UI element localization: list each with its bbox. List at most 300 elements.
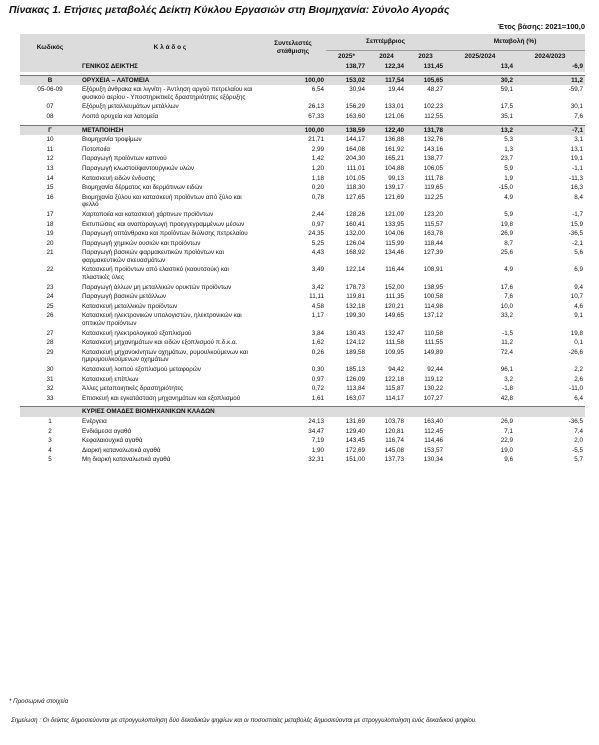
row-change-2024-2023: 6,4 — [574, 394, 584, 402]
row-weight: 1,90 — [311, 446, 324, 454]
row-value-2023: 48,27 — [427, 86, 444, 94]
table-row — [20, 154, 585, 164]
row-change-2025-2024: -15,0 — [498, 184, 514, 192]
row-branch: Διαρκή καταναλωτικά αγαθά — [82, 446, 161, 454]
row-weight: 34,47 — [308, 427, 324, 435]
row-value-2024: 121,69 — [384, 193, 404, 201]
row-branch: Παραγωγή άλλων μη μεταλλικών ορυκτών προϊόντων — [82, 283, 232, 291]
row-value-2025: 185,13 — [345, 366, 365, 373]
row-change-2024-2023: 2,2 — [574, 366, 584, 373]
row-branch: Ενδιάμεσα αγαθά — [82, 427, 132, 435]
row-value-2025: 204,30 — [345, 155, 365, 163]
row-value-2024: 139,17 — [384, 184, 404, 192]
table-row — [20, 283, 585, 293]
row-value-2025 — [326, 407, 367, 417]
row-weight: 21,71 — [308, 136, 324, 144]
row-change-2025-2024: 13,4 — [445, 62, 515, 72]
row-weight: 26,13 — [308, 103, 324, 111]
row-branch: Άλλες μεταποιητικές δραστηριότητες — [82, 385, 184, 393]
row-value-2023: 131,78 — [406, 125, 445, 135]
row-change-2025-2024: 25,6 — [500, 249, 514, 257]
row-value-2024: 104,06 — [384, 230, 404, 238]
row-value-2025: 130,43 — [345, 329, 365, 337]
row-code: 23 — [46, 283, 54, 291]
row-value-2023: 112,45 — [424, 427, 444, 435]
row-code: 24 — [46, 293, 54, 301]
row-weight — [260, 62, 326, 72]
row-change-2025-2024: 1,9 — [504, 174, 514, 182]
row-value-2025: 124,12 — [345, 339, 365, 347]
row-branch: Κατασκευή προϊόντων από ελαστικό (καουτσούκ) και πλαστικές ύλες — [82, 266, 229, 282]
row-code: 27 — [46, 329, 54, 337]
row-value-2025: 199,30 — [345, 312, 365, 320]
row-value-2024: 115,87 — [385, 385, 404, 393]
row-code: 26 — [46, 312, 54, 320]
row-change-2025-2024: 59,1 — [500, 86, 514, 94]
table-row — [20, 365, 585, 375]
row-weight: 100,00 — [260, 125, 326, 135]
row-change-2024-2023: 7,6 — [574, 112, 584, 120]
row-change-2025-2024: 96,1 — [500, 366, 514, 373]
row-value-2024: 145,08 — [384, 446, 404, 454]
row-value-2025: 129,40 — [345, 427, 365, 435]
row-change-2024-2023: -2,1 — [572, 239, 584, 247]
row-value-2025: 118,30 — [346, 184, 365, 192]
row-value-2025: 144,17 — [345, 136, 365, 144]
table-row — [20, 292, 585, 302]
table-row — [20, 348, 585, 365]
row-change-2025-2024: 19,8 — [500, 220, 514, 228]
row-change-2025-2024: -1,8 — [502, 385, 514, 393]
row-change-2025-2024: 35,1 — [500, 112, 514, 120]
row-value-2023: 119,65 — [424, 184, 444, 192]
table-row — [20, 193, 585, 210]
row-value-2023: 100,58 — [423, 293, 444, 301]
row-value-2025: 126,09 — [345, 375, 365, 383]
row-change-2025-2024: 13,2 — [445, 125, 515, 135]
row-value-2024: 19,44 — [388, 86, 404, 94]
row-change-2024-2023: 16,3 — [570, 184, 584, 192]
row-value-2024: 111,58 — [385, 339, 404, 347]
row-code: 05-06-09 — [37, 86, 63, 94]
table-row — [20, 394, 585, 404]
header-september: Σεπτέμβριος — [326, 34, 445, 51]
row-value-2024: 133,95 — [384, 220, 404, 228]
row-value-2025: 30,94 — [349, 86, 365, 94]
turnover-index-table — [20, 34, 585, 465]
row-value-2023 — [406, 407, 445, 417]
row-value-2023: 119,12 — [424, 375, 444, 383]
row-branch: ΚΥΡΙΕΣ ΟΜΑΔΕΣ ΒΙΟΜΗΧΑΝΙΚΩΝ ΚΛΑΔΩΝ — [80, 407, 260, 417]
row-branch: Κατασκευή μηχανοκίνητων οχημάτων, ρυμουλκούμενων και ημιρυμουλκούμενων οχημάτων — [82, 348, 248, 364]
table-row — [20, 302, 585, 312]
row-change-2024-2023: 4,6 — [574, 302, 584, 310]
table-body — [20, 62, 585, 465]
row-change-2025-2024: 7,1 — [504, 427, 514, 435]
footnote: Σημείωση : Οι δείκτες δημοσιεύονται με στρογγυλοποίηση δύο δεκαδικών ψηφίων και οι ποσοστιαίες μεταβολές δημοσιεύονται με στρογγυλοποίηση ενός δεκαδικού ψηφίου. — [11, 717, 477, 724]
row-change-2024-2023 — [515, 407, 585, 417]
row-branch: Μη διαρκή καταναλωτικά αγαθά — [82, 456, 171, 464]
row-branch: Εκτυπώσεις και αναπαραγωγή προεγγεγραμμένων μέσων — [82, 220, 245, 228]
row-branch: Βιομηχανία δέρματος και δερμάτινων ειδών — [82, 184, 203, 192]
row-weight: 3,49 — [311, 266, 324, 274]
row-code: 11 — [46, 145, 54, 153]
row-weight: 4,43 — [311, 249, 324, 257]
row-branch: Κατασκευή ηλεκτρονικών υπολογιστών, ηλεκτρονικών και οπτικών προϊόντων — [82, 312, 242, 328]
header-code: Κωδικός — [20, 34, 80, 62]
row-branch: Παραγωγή οπτάνθρακα και προϊόντων διύλισης πετρελαίου — [82, 230, 248, 238]
row-value-2025: 160,41 — [345, 220, 365, 228]
table-row — [20, 407, 585, 417]
header-branch: Κ λ ά δ ο ς — [80, 34, 260, 62]
row-branch: Παραγωγή προϊόντων καπνού — [82, 155, 167, 163]
row-value-2025: 153,02 — [326, 75, 367, 85]
row-change-2024-2023: 6,9 — [574, 266, 584, 274]
row-change-2025-2024: 33,2 — [500, 312, 514, 320]
row-weight: 7,19 — [311, 437, 324, 445]
row-value-2025: 111,01 — [346, 164, 365, 172]
row-change-2024-2023: -7,1 — [515, 125, 585, 135]
row-code: 29 — [46, 348, 54, 356]
row-value-2025: 163,60 — [345, 112, 365, 120]
row-weight: 0,30 — [311, 366, 324, 373]
row-weight: 2,99 — [311, 145, 324, 153]
row-value-2025: 143,45 — [345, 437, 365, 445]
header-change-2025-2024: 2025/2024 — [445, 51, 515, 63]
row-branch: Κατασκευή μεταλλικών προϊόντων — [82, 302, 178, 310]
row-change-2024-2023: 7,4 — [574, 427, 584, 435]
row-weight: 100,00 — [260, 75, 326, 85]
row-code: Β — [20, 75, 80, 85]
row-value-2023: 108,91 — [423, 266, 444, 274]
row-code: 16 — [46, 193, 54, 201]
row-value-2024: 99,13 — [388, 174, 404, 182]
row-code: Γ — [20, 125, 80, 135]
row-value-2023: 115,57 — [424, 220, 444, 228]
row-value-2024: 116,74 — [385, 437, 404, 445]
table-row — [20, 75, 585, 85]
row-branch: Ποτοποιία — [82, 145, 110, 153]
row-change-2025-2024: -1,5 — [502, 329, 514, 337]
row-change-2024-2023: 15,9 — [570, 220, 584, 228]
row-code: 4 — [48, 446, 52, 454]
row-value-2023: 110,58 — [424, 329, 444, 337]
row-code: 19 — [46, 230, 54, 238]
table-row — [20, 329, 585, 339]
row-value-2024: 136,88 — [384, 136, 404, 144]
row-change-2024-2023: 19,1 — [570, 155, 584, 163]
row-branch: Κατασκευή μηχανημάτων και ειδών εξοπλισμού π.δ.κ.α. — [82, 339, 238, 347]
row-change-2025-2024: 72,4 — [500, 348, 514, 356]
row-change-2024-2023: -1,7 — [572, 210, 584, 218]
table-row — [20, 436, 585, 446]
row-change-2025-2024: 5,9 — [504, 164, 514, 172]
row-change-2025-2024: 26,9 — [500, 230, 514, 238]
row-value-2023: 107,27 — [423, 394, 444, 402]
row-value-2024: 122,18 — [384, 375, 404, 383]
header-year-2024: 2024 — [367, 51, 406, 63]
row-change-2024-2023: -1,1 — [572, 164, 584, 172]
table-row — [20, 125, 585, 135]
row-code: 08 — [46, 112, 54, 120]
table-row — [20, 265, 585, 282]
row-branch: ΜΕΤΑΠΟΙΗΣΗ — [80, 125, 260, 135]
row-change-2024-2023: -5,5 — [572, 446, 584, 454]
row-value-2025: 119,81 — [346, 293, 365, 301]
row-value-2025: 122,14 — [345, 266, 365, 274]
row-value-2023: 92,44 — [427, 366, 444, 373]
row-value-2024: 116,44 — [385, 266, 404, 274]
provisional-note: * Προσωρινά στοιχεία — [9, 698, 69, 705]
row-code: 5 — [48, 456, 52, 464]
row-branch: Κατασκευή λοιπού εξοπλισμού μεταφορών — [82, 366, 201, 373]
row-code: 33 — [46, 394, 54, 402]
row-value-2024: 114,17 — [385, 394, 404, 402]
row-value-2023: 105,65 — [406, 75, 445, 85]
row-value-2024: 115,99 — [385, 239, 404, 247]
row-value-2023: 118,44 — [424, 239, 444, 247]
header-change: Μεταβολή (%) — [445, 34, 585, 51]
row-change-2024-2023: -36,5 — [568, 417, 584, 425]
row-value-2023: 153,57 — [423, 446, 444, 454]
table-row — [20, 239, 585, 249]
row-value-2023: 131,45 — [406, 62, 445, 72]
table-row — [20, 164, 585, 174]
row-value-2025: 101,05 — [345, 174, 365, 182]
row-change-2025-2024: 23,7 — [500, 155, 514, 163]
row-value-2023: 123,20 — [423, 210, 444, 218]
row-value-2024: 161,92 — [384, 145, 404, 153]
row-weight: 1,17 — [311, 312, 324, 320]
row-value-2025: 163,07 — [345, 394, 365, 402]
table-row — [20, 455, 585, 465]
row-weight: 1,62 — [311, 339, 324, 347]
row-branch: ΟΡΥΧΕΙΑ – ΛΑΤΟΜΕΙΑ — [80, 75, 260, 85]
row-value-2023: 111,55 — [424, 339, 444, 347]
row-value-2025: 113,84 — [346, 385, 365, 393]
row-branch: Κατασκευή ηλεκτρολογικού εξοπλισμού — [82, 329, 192, 337]
row-value-2025: 172,69 — [345, 446, 365, 454]
row-value-2023: 114,98 — [424, 302, 444, 310]
row-change-2025-2024: 17,6 — [500, 283, 514, 291]
row-value-2024: 104,88 — [384, 164, 404, 172]
row-change-2024-2023: 5,6 — [574, 249, 584, 257]
header-weights: Συντελεστές στάθμισης — [260, 34, 326, 62]
row-change-2024-2023: 10,7 — [570, 293, 584, 301]
row-branch: Εξόρυξη άνθρακα και λιγνίτη - Άντληση αργού πετρελαίου και φυσικού αερίου - Υποστηρικτικές δραστηριότητες εξόρυξης — [82, 86, 253, 101]
row-value-2023: 138,95 — [423, 283, 444, 291]
row-weight: 0,72 — [311, 385, 324, 393]
row-change-2024-2023: 8,4 — [574, 193, 584, 201]
row-weight: 1,42 — [311, 155, 324, 163]
row-weight: 1,61 — [311, 394, 324, 402]
row-change-2024-2023: -26,6 — [568, 348, 584, 356]
row-value-2023: 111,78 — [424, 174, 444, 182]
row-branch: Κατασκευή ειδών ένδυσης — [82, 174, 156, 182]
table-row — [20, 85, 585, 102]
row-code: 17 — [46, 210, 54, 218]
row-change-2024-2023: -11,0 — [569, 385, 584, 393]
row-change-2024-2023: 2,0 — [574, 437, 584, 445]
table-title: Πίνακας 1. Ετήσιες μεταβολές Δείκτη Κύκλου Εργασιών στη Βιομηχανία: Σύνολο Αγοράς — [9, 4, 450, 16]
row-change-2025-2024: 5,9 — [504, 210, 514, 218]
row-value-2025: 131,69 — [345, 417, 365, 425]
row-value-2023: 149,89 — [423, 348, 444, 356]
row-weight: 2,44 — [311, 210, 324, 218]
row-value-2024: 132,47 — [384, 329, 404, 337]
row-code: 12 — [46, 155, 54, 163]
row-value-2024: 120,81 — [384, 427, 404, 435]
table-row — [20, 135, 585, 145]
row-value-2025: 189,58 — [345, 348, 365, 356]
row-value-2024: 134,46 — [384, 249, 404, 257]
row-code: 3 — [48, 437, 52, 445]
row-branch: Κατασκευή επίπλων — [82, 375, 139, 383]
row-change-2024-2023: -6,9 — [515, 62, 585, 72]
row-code: 32 — [46, 385, 54, 393]
row-value-2024: 111,35 — [385, 293, 404, 301]
row-change-2024-2023: 11,2 — [515, 75, 585, 85]
row-change-2024-2023: 13,1 — [570, 145, 584, 153]
row-weight: 3,42 — [311, 283, 324, 291]
row-change-2025-2024: 4,9 — [504, 193, 514, 201]
row-weight: 67,33 — [308, 112, 324, 120]
row-code — [20, 62, 80, 72]
header-change-2024-2023: 2024/2023 — [515, 51, 585, 63]
table-row — [20, 375, 585, 385]
row-value-2024: 133,01 — [384, 103, 404, 111]
table-row — [20, 338, 585, 348]
table-row — [20, 62, 585, 72]
row-change-2024-2023: -11,3 — [569, 174, 584, 182]
row-value-2024: 94,42 — [388, 366, 404, 373]
row-weight: 0,20 — [311, 184, 324, 192]
row-change-2025-2024: 8,7 — [504, 239, 514, 247]
row-value-2023: 137,12 — [423, 312, 444, 320]
row-code: 1 — [48, 417, 52, 425]
row-branch: Παραγωγή βασικών μετάλλων — [82, 293, 167, 301]
row-weight: 0,97 — [311, 375, 324, 383]
row-change-2024-2023: 2,6 — [574, 375, 584, 383]
table-row — [20, 446, 585, 456]
row-change-2025-2024: 26,9 — [500, 417, 514, 425]
table-row — [20, 229, 585, 239]
row-value-2024 — [367, 407, 406, 417]
row-weight: 0,78 — [311, 193, 324, 201]
row-value-2025: 132,18 — [345, 302, 365, 310]
table-row — [20, 174, 585, 184]
row-value-2025: 138,59 — [326, 125, 367, 135]
row-value-2023: 112,55 — [424, 112, 444, 120]
row-value-2024: 137,73 — [384, 456, 404, 464]
row-change-2025-2024: 7,6 — [504, 293, 514, 301]
row-value-2025: 128,26 — [345, 210, 365, 218]
row-weight: 5,25 — [311, 239, 324, 247]
row-value-2023: 130,34 — [423, 456, 444, 464]
row-change-2025-2024: 11,2 — [501, 339, 514, 347]
row-change-2024-2023: 5,7 — [574, 456, 584, 464]
row-change-2024-2023: 9,1 — [574, 312, 584, 320]
row-change-2025-2024: 42,8 — [500, 394, 514, 402]
row-code: 21 — [46, 249, 54, 257]
row-code: 14 — [46, 174, 54, 182]
table-row — [20, 183, 585, 193]
row-code: 25 — [46, 302, 54, 310]
row-weight: 24,35 — [308, 230, 324, 238]
row-branch: Βιομηχανία ξύλου και κατασκευή προϊόντων από ξύλο και φελλό — [82, 193, 242, 209]
row-weight: 0,26 — [311, 348, 324, 356]
row-code: 13 — [46, 164, 54, 172]
row-branch: Χαρτοποιία και κατασκευή χάρτινων προϊόντων — [82, 210, 214, 218]
row-value-2023: 163,40 — [423, 417, 444, 425]
header-year-2025: 2025* — [326, 51, 367, 63]
row-value-2025: 151,00 — [345, 456, 365, 464]
row-value-2025: 156,29 — [345, 103, 365, 111]
row-code: 31 — [46, 375, 54, 383]
row-change-2025-2024: 3,2 — [504, 375, 514, 383]
table-row — [20, 145, 585, 155]
row-value-2025: 164,08 — [345, 145, 365, 153]
row-weight: 24,13 — [308, 417, 324, 425]
header-year-2023: 2023 — [406, 51, 445, 63]
row-weight: 32,31 — [308, 456, 324, 464]
row-change-2025-2024: 17,5 — [500, 103, 514, 111]
table-row — [20, 384, 585, 394]
row-value-2025: 127,65 — [345, 193, 365, 201]
row-branch: Λοιπά ορυχεία και λατομεία — [82, 112, 159, 120]
row-value-2023: 102,23 — [423, 103, 444, 111]
table-row — [20, 102, 585, 112]
row-weight: 11,11 — [309, 293, 324, 301]
row-branch: Ενέργεια — [82, 417, 107, 425]
row-branch: Παραγωγή βασικών φαρμακευτικών προϊόντων και φαρμακευτικών σκευασμάτων — [82, 249, 224, 264]
row-value-2025: 126,04 — [345, 239, 365, 247]
table-row — [20, 210, 585, 220]
row-change-2024-2023: 9,4 — [574, 283, 584, 291]
table-row — [20, 248, 585, 265]
row-value-2025: 168,92 — [345, 249, 365, 257]
row-weight: 6,54 — [311, 86, 324, 94]
row-value-2024: 152,00 — [384, 283, 404, 291]
row-value-2024: 122,40 — [367, 125, 406, 135]
row-branch: Κεφαλαιουχικά αγαθά — [82, 437, 143, 445]
row-value-2023: 127,39 — [423, 249, 444, 257]
row-code: 10 — [46, 136, 54, 144]
row-value-2024: 121,06 — [384, 112, 404, 120]
row-weight: 3,84 — [311, 329, 324, 337]
row-change-2025-2024: 19,0 — [500, 446, 514, 454]
row-code: 15 — [46, 184, 54, 192]
table-row — [20, 427, 585, 437]
row-code: 22 — [46, 266, 54, 274]
row-change-2025-2024: 10,0 — [500, 302, 514, 310]
row-branch: ΓΕΝΙΚΟΣ ΔΕΙΚΤΗΣ — [80, 62, 260, 72]
table-row — [20, 417, 585, 427]
row-branch: Βιομηχανία τροφίμων — [82, 136, 142, 144]
row-code: 18 — [46, 220, 54, 228]
row-change-2024-2023: 0,1 — [574, 339, 584, 347]
table-row — [20, 220, 585, 230]
row-value-2024: 103,78 — [384, 417, 404, 425]
row-change-2025-2024: 4,9 — [504, 266, 514, 274]
row-value-2023: 112,25 — [424, 193, 444, 201]
table-row — [20, 112, 585, 122]
row-value-2025: 138,77 — [326, 62, 367, 72]
base-year-label: Έτος βάσης: 2021=100,0 — [497, 22, 585, 31]
table-row — [20, 311, 585, 328]
row-change-2025-2024: 9,6 — [504, 456, 514, 464]
row-change-2024-2023: 3,1 — [574, 136, 584, 144]
